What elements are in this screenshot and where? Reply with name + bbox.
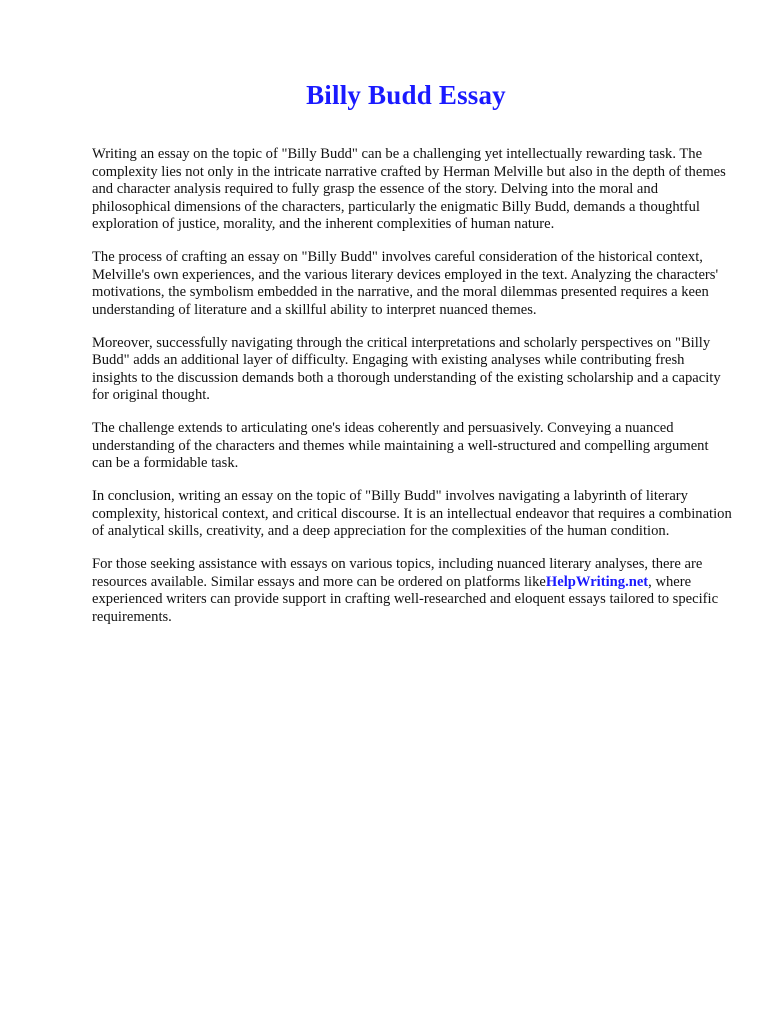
paragraph-5: In conclusion, writing an essay on the topic of "Billy Budd" involves navigating a labyrinth of literary complexity, historical context, and critical discourse. It is an intellectual endeavor that requires a combination of analytical skills, creativity, and a deep appreciation for the complexities of the human condition.: [92, 488, 732, 539]
helpwriting-link[interactable]: HelpWriting.net: [545, 573, 649, 590]
paragraph-4: The challenge extends to articulating one's ideas coherently and persuasively. Conveying a nuanced understanding of the characters and themes while maintaining a well-structured and compelling argument can be a formidable task.: [92, 420, 709, 471]
paragraph-6-text-after-link: , where experienced writers can provide support in crafting well-researched and eloquent essays tailored to specific requirements.: [92, 573, 719, 625]
paragraph-3: Moreover, successfully navigating through the critical interpretations and scholarly perspectives on "Billy Budd" adds an additional layer of difficulty. Engaging with existing analyses while contributing fresh insights to the discussion demands both a thorough understanding of the existing scholarship and a capacity for original thought.: [92, 334, 721, 403]
document-body: [92, 146, 732, 642]
paragraph-6: [92, 556, 732, 626]
paragraph-2: The process of crafting an essay on "Billy Budd" involves careful consideration of the historical context, Melville's own experiences, and the various literary devices employed in the text. Analyzing the characters' motivations, the symbolism embedded in the narrative, and the moral dilemmas presented requires a keen understanding of literature and a skillful ability to interpret nuanced themes.: [92, 249, 719, 318]
document-title: Billy Budd Essay: [306, 80, 506, 110]
paragraph-6-text-before-link: For those seeking assistance with essays on various topics, including nuanced literary analyses, there are resources available. Similar essays and more can be ordered on platforms like: [92, 556, 703, 590]
paragraph-1: Writing an essay on the topic of "Billy Budd" can be a challenging yet intellectually rewarding task. The complexity lies not only in the intricate narrative crafted by Herman Melville but also in the depth of themes and character analysis required to fully grasp the essence of the story. Delving into the moral and philosophical dimensions of the characters, particularly the enigmatic Billy Budd, demands a thoughtful exploration of justice, morality, and the inherent complexities of human nature.: [92, 146, 726, 232]
